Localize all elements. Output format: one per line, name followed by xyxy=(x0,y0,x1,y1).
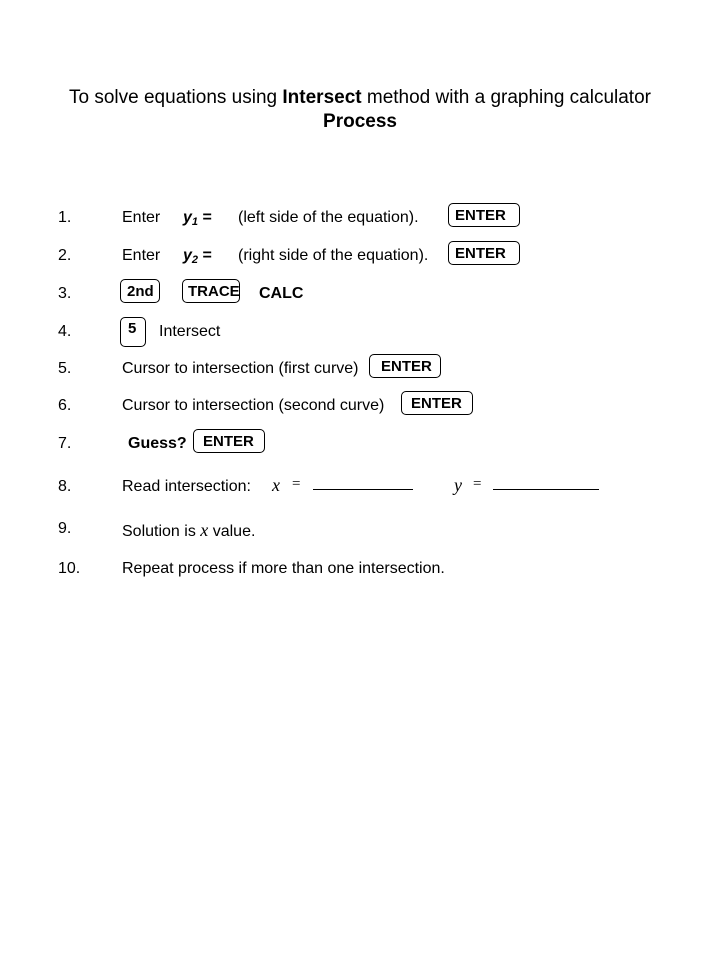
equals-sign: = xyxy=(198,209,212,226)
page-subtitle: Process xyxy=(323,111,397,132)
step-9 xyxy=(0,514,720,544)
y-var: y xyxy=(183,209,192,226)
step-number: 9. xyxy=(58,520,72,537)
step-10 xyxy=(0,554,720,584)
guess-label: Guess? xyxy=(128,435,187,452)
step-number: 7. xyxy=(58,435,72,452)
step-6 xyxy=(0,391,720,421)
y-equals: = xyxy=(473,476,482,492)
y2-label xyxy=(183,247,212,266)
step-number: 3. xyxy=(58,285,72,302)
subscript-2: 2 xyxy=(191,254,199,266)
calc-label: CALC xyxy=(259,285,304,302)
2nd-key: 2nd xyxy=(120,279,160,303)
step-number: 1. xyxy=(58,209,72,226)
step-5 xyxy=(0,354,720,384)
y-variable: y xyxy=(454,475,462,495)
step-number: 2. xyxy=(58,247,72,264)
solution-text: Solution is xyxy=(122,523,196,540)
enter-key: ENTER xyxy=(448,241,520,265)
step-8 xyxy=(0,472,720,502)
trace-key: TRACE xyxy=(182,279,240,303)
y-answer-blank xyxy=(493,475,599,490)
step-description: Repeat process if more than one intersection. xyxy=(122,560,445,577)
y1-label xyxy=(183,209,212,228)
step-description: Cursor to intersection (first curve) xyxy=(122,360,359,377)
title-bold-word: Intersect xyxy=(282,87,362,108)
step-2 xyxy=(0,241,720,271)
step-description: Read intersection: xyxy=(122,478,251,495)
x-variable: x xyxy=(200,520,209,540)
equals-sign: = xyxy=(198,247,212,264)
solution-text-end: value. xyxy=(208,523,256,540)
step-number: 6. xyxy=(58,397,72,414)
5-key: 5 xyxy=(120,317,146,347)
title-suffix: method with a graphing calculator xyxy=(361,87,651,108)
step-description: Cursor to intersection (second curve) xyxy=(122,397,385,414)
y-var: y xyxy=(183,247,192,264)
step-description: (right side of the equation). xyxy=(238,247,429,264)
title-prefix: To solve equations using xyxy=(69,87,283,108)
step-enter-label: Enter xyxy=(122,247,161,264)
step-enter-label: Enter xyxy=(122,209,161,226)
step-number: 5. xyxy=(58,360,72,377)
step-description: Intersect xyxy=(159,323,221,340)
x-equals: = xyxy=(292,476,301,492)
enter-key: ENTER xyxy=(369,354,441,378)
step-description xyxy=(122,520,255,541)
step-number: 10. xyxy=(58,560,81,577)
step-3 xyxy=(0,279,720,309)
step-number: 4. xyxy=(58,323,72,340)
x-variable: x xyxy=(272,475,280,495)
step-description: (left side of the equation). xyxy=(238,209,419,226)
step-7 xyxy=(0,429,720,459)
enter-key: ENTER xyxy=(448,203,520,227)
enter-key: ENTER xyxy=(401,391,473,415)
x-answer-blank xyxy=(313,475,413,490)
step-4 xyxy=(0,317,720,347)
step-number: 8. xyxy=(58,478,72,495)
subscript-1: 1 xyxy=(191,216,199,228)
step-1 xyxy=(0,203,720,233)
title-block xyxy=(0,86,720,134)
enter-key: ENTER xyxy=(193,429,265,453)
page-title xyxy=(0,86,720,110)
